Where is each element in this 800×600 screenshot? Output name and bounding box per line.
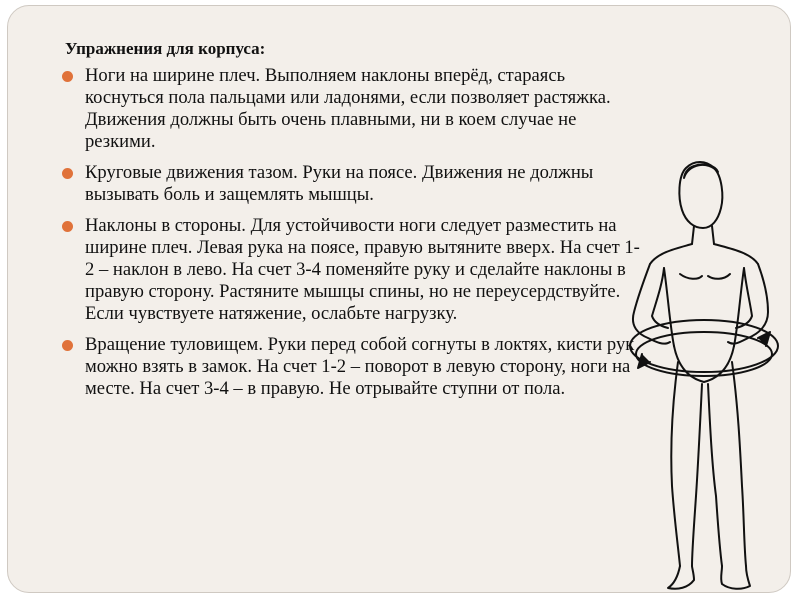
bullet-dot-icon xyxy=(62,221,73,232)
bullet-dot-icon xyxy=(62,168,73,179)
bullet-dot-icon xyxy=(62,340,73,351)
list-item-text: Круговые движения тазом. Руки на поясе. Движения не должны вызывать боль и защемлять мышцы. xyxy=(85,162,594,205)
list-item xyxy=(60,65,640,153)
list-item xyxy=(60,215,640,325)
standing-man-figure-icon xyxy=(608,156,791,593)
exercise-list xyxy=(60,65,640,409)
section-heading: Упражнения для корпуса: xyxy=(65,39,266,58)
list-item-text: Вращение туловищем. Руки перед собой согнуты в локтях, кисти рук можно взять в замок. На счет 1-2 – поворот в левую сторону, ноги на месте. На счет 3-4 – в правую. Не отрывайте ступни от пола. xyxy=(85,334,635,399)
list-item-text: Ноги на ширине плеч. Выполняем наклоны вперёд, стараясь коснуться пола пальцами или ладонями, если позволяет растяжка. Движения должны быть очень плавными, ни в коем случае не резкими. xyxy=(85,65,611,152)
bullet-dot-icon xyxy=(62,71,73,82)
slide xyxy=(7,5,791,593)
list-item-text: Наклоны в стороны. Для устойчивости ноги следует разместить на ширине плеч. Левая рука на поясе, правую вытяните вверх. На счет 1-2 – наклон в лево. На счет 3-4 поменяйте руку и сделайте наклоны в правую сторону. Растяните мышцы спины, но не переусердствуйте. Если чувствуете натяжение, ослабьте нагрузку. xyxy=(85,215,640,324)
list-item xyxy=(60,162,640,206)
list-item xyxy=(60,334,640,400)
